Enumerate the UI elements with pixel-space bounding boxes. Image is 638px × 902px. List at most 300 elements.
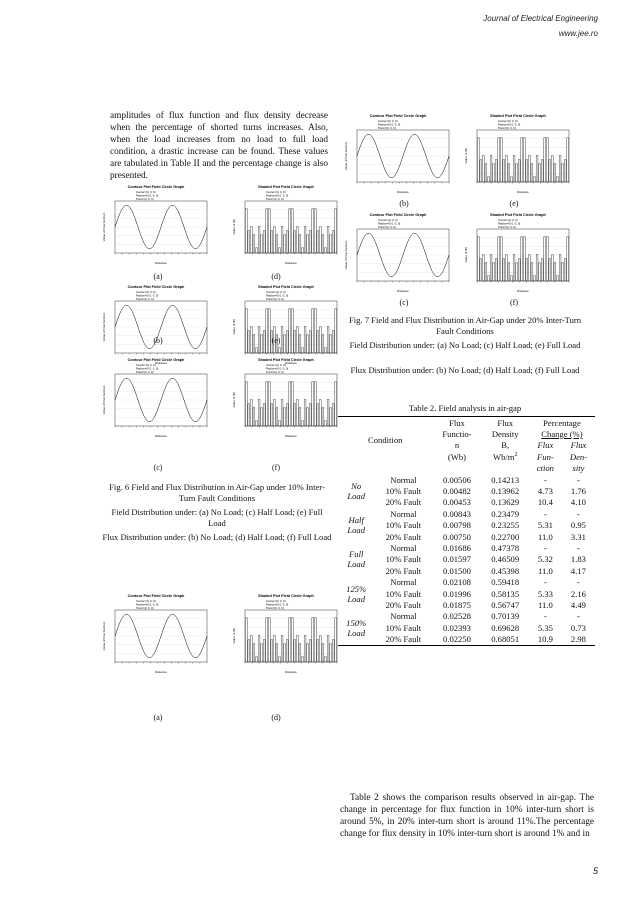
flux-density-bar (268, 618, 270, 662)
flux-density-bar (322, 408, 324, 426)
flux-density-bar (518, 160, 520, 182)
shaded-plot-svg (462, 112, 574, 196)
flux-density-bar (273, 635, 275, 662)
flux-density-bar (335, 209, 337, 253)
flux-density-bar (495, 259, 497, 281)
flux-density-bar (304, 399, 306, 426)
flux-density-bar (268, 382, 270, 426)
plot-legend-line: Point=(0, 0, 0) (136, 369, 154, 374)
x-axis-label: Distance (517, 190, 529, 194)
flux-density-bar (286, 640, 288, 662)
flux-density-bar (261, 235, 263, 253)
condition-line: Load (347, 559, 366, 570)
flux-density-bar (332, 404, 334, 426)
plot-legend-line: Radius=(0.0, 0, 0) (498, 221, 521, 226)
flux-density-bar (304, 226, 306, 253)
cell-pct-density: - (577, 542, 580, 553)
flux-density-bar (498, 138, 500, 182)
plot-legend-line: Point=(0, 0, 0) (266, 605, 284, 610)
flux-density-bar (314, 309, 316, 353)
cell-density: 0.23255 (491, 520, 520, 531)
flux-density-bar (554, 263, 556, 281)
fig7-flux-line: Flux Distribution under: (b) No Load; (d) Half Load; (f) Full Load (350, 365, 580, 375)
table-row (338, 542, 595, 553)
cell-flux: 0.01500 (443, 565, 471, 576)
flux-density-bar (317, 404, 319, 426)
journal-url[interactable]: www.jee.ro (558, 29, 598, 38)
flux-density-bar (513, 155, 515, 182)
flux-density-bar (549, 259, 551, 281)
flux-density-bar (322, 644, 324, 662)
flux-density-bar (281, 226, 283, 253)
flux-density-bar (477, 237, 479, 281)
cell-density: 0.59418 (491, 577, 520, 588)
plot-legend-line: Radius=(0.0, 0, 0) (266, 366, 289, 371)
plot-contour-fig8-a (100, 592, 212, 676)
cell-pct-density: 0.95 (570, 520, 586, 531)
flux-density-bar (526, 160, 528, 182)
flux-density-bar (516, 263, 518, 281)
plot-legend-line: Point=(0, 0, 0) (136, 196, 154, 201)
flux-density-bar (544, 237, 546, 281)
shaded-plot-svg (230, 356, 342, 440)
flux-density-bar (317, 640, 319, 662)
flux-density-bar (248, 331, 250, 353)
cell-case: Normal (390, 611, 417, 622)
plot-legend-line: Radius=(0.0, 0, 0) (266, 602, 289, 607)
cell-flux: 0.01875 (443, 599, 471, 610)
flux-density-bar (289, 209, 291, 253)
flux-density-bar (508, 164, 510, 182)
flux-density-bar (482, 155, 484, 182)
flux-density-bar (309, 404, 311, 426)
flux-density-bar (562, 263, 564, 281)
flux-density-bar (531, 164, 533, 182)
cell-case: 20% Fault (385, 634, 422, 645)
cell-pct-density: - (577, 508, 580, 519)
condition-line: 150% (346, 617, 367, 628)
label-fig6-f: (f) (272, 463, 280, 472)
flux-density-bar (332, 331, 334, 353)
flux-density-bar (261, 408, 263, 426)
flux-density-bar (296, 635, 298, 662)
flux-density-bar (286, 404, 288, 426)
flux-density-bar (268, 309, 270, 353)
label-fig7-b: (b) (399, 199, 409, 208)
flux-density-bar (549, 160, 551, 182)
flux-density-bar (312, 309, 314, 353)
flux-density-bar (291, 209, 293, 253)
flux-density-bar (322, 235, 324, 253)
label-fig7-c: (c) (399, 298, 409, 307)
cell-flux: 0.00750 (443, 531, 471, 542)
flux-density-bar (302, 657, 304, 662)
flux-density-bar (309, 231, 311, 253)
y-axis-label: Value of Flux function (102, 621, 106, 651)
flux-density-bar (319, 326, 321, 353)
flux-density-bar (271, 231, 273, 253)
flux-density-bar (317, 331, 319, 353)
flux-density-bar (564, 160, 566, 182)
cell-pct-density: 4.17 (570, 565, 586, 576)
table-row (338, 554, 595, 565)
flux-density-bar (551, 155, 553, 182)
cell-case: 20% Fault (385, 599, 422, 610)
plot-legend-line: Point=(0, 0, 0) (136, 605, 154, 610)
cell-condition (338, 474, 374, 508)
flux-density-bar (485, 164, 487, 182)
flux-density-bar (279, 248, 281, 253)
flux-density-bar (317, 231, 319, 253)
flux-density-bar (250, 326, 252, 353)
plot-legend-line: Center=(0, 0, 0) (378, 119, 398, 123)
th-flux-4: (Wb) (447, 451, 467, 462)
flux-density-bar (332, 231, 334, 253)
label-fig6-c: (c) (153, 463, 163, 472)
fig7-field-line: Field Distribution under: (a) No Load; (c) Half Load; (e) Full Load (349, 340, 581, 350)
contour-plot-svg (100, 183, 212, 267)
flux-density-bar (562, 164, 564, 182)
flux-density-bar (498, 237, 500, 281)
contour-plot-svg (100, 592, 212, 676)
cell-density: 0.22700 (491, 531, 520, 542)
flux-density-bar (505, 155, 507, 182)
right-discussion-paragraph: Table 2 shows the comparison results observed in air-gap. The change in percentage for flux function in 10% inter-turn short is around 5%, in 20% inter-turn short is around 11%.The percentage change for flux density in 10% inter-turn short is around 1% and in (340, 793, 594, 839)
plot-legend-line: Point=(0, 0, 0) (266, 369, 284, 374)
flux-density-bar (248, 404, 250, 426)
plot-legend-line: Center=(0, 0, 0) (266, 599, 286, 603)
flux-density-bar (557, 276, 559, 281)
cell-flux: 0.02250 (443, 634, 471, 645)
th-den-1: Flux (497, 417, 514, 428)
cell-case: Normal (390, 508, 417, 519)
flux-density-bar (253, 335, 255, 353)
y-axis-label: Value of Flux function (102, 385, 106, 415)
cell-flux: 0.01996 (443, 588, 471, 599)
flux-density-bar (521, 237, 523, 281)
plot-legend-line: Center=(0, 0, 0) (266, 363, 286, 367)
cell-pct-flux: 5.32 (537, 554, 553, 565)
cell-pct-flux: - (543, 474, 547, 485)
flux-density-bar (528, 155, 530, 182)
y-axis-label: Value of |B| (464, 247, 468, 263)
flux-density-bar (263, 231, 265, 253)
cell-density: 0.14213 (491, 474, 520, 485)
table-row (338, 599, 595, 610)
flux-density-bar (539, 263, 541, 281)
cell-density: 0.13962 (491, 486, 520, 497)
x-axis-label: Distance (397, 190, 409, 194)
flux-density-bar (279, 348, 281, 353)
flux-density-bar (554, 164, 556, 182)
plot-contour-fig6-a (100, 183, 212, 267)
flux-density-bar (335, 618, 337, 662)
plot-legend-line: Center=(0, 0, 0) (136, 599, 156, 603)
flux-density-bar (286, 231, 288, 253)
th-pd-2: Den- (569, 451, 588, 462)
cell-flux: 0.00843 (443, 508, 471, 519)
cell-pct-flux: 11.0 (538, 599, 553, 610)
cell-flux: 0.02528 (443, 611, 471, 622)
plot-legend-line: Radius=(0.0, 0, 0) (136, 602, 159, 607)
th-flux-3: n (454, 440, 460, 451)
contour-plot-svg (100, 356, 212, 440)
flux-density-bar (327, 326, 329, 353)
cell-pct-flux: - (543, 611, 547, 622)
cell-flux: 0.00506 (443, 474, 471, 485)
y-axis-label: Value of |B| (232, 392, 236, 408)
flux-density-bar (266, 382, 268, 426)
cell-density: 0.23479 (491, 508, 520, 519)
plot-title: Shaded Plot Field Circle Graph (258, 185, 314, 189)
flux-density-bar (523, 138, 525, 182)
flux-density-bar (256, 248, 258, 253)
flux-density-bar (281, 399, 283, 426)
flux-density-bar (485, 263, 487, 281)
plot-title: Contour Plot Field Circle Graph (127, 285, 185, 289)
cell-condition (338, 542, 374, 576)
cell-density: 0.47378 (491, 542, 520, 553)
plot-title: Contour Plot Field Circle Graph (369, 213, 427, 217)
cell-pct-density: 4.49 (570, 599, 586, 610)
flux-density-bar (296, 399, 298, 426)
cell-density: 0.46509 (491, 554, 520, 565)
flux-density-bar (539, 164, 541, 182)
plot-contour-fig6-c (100, 356, 212, 440)
flux-density-bar (268, 209, 270, 253)
contour-plot-svg (342, 211, 454, 295)
x-axis-label: Distance (285, 670, 297, 674)
condition-line: Load (347, 627, 366, 638)
flux-density-bar (541, 259, 543, 281)
flux-density-bar (557, 177, 559, 182)
flux-density-bar (291, 618, 293, 662)
flux-density-bar (511, 177, 513, 182)
condition-line: Load (347, 593, 366, 604)
flux-density-bar (488, 276, 490, 281)
cell-pct-density: - (577, 577, 580, 588)
flux-density-bar (325, 421, 327, 426)
flux-density-bar (302, 248, 304, 253)
flux-density-bar (536, 155, 538, 182)
condition-line: Half (348, 515, 364, 526)
flux-density-bar (330, 408, 332, 426)
cell-pct-flux: 5.31 (537, 520, 553, 531)
fig6-flux-line: Flux Distribution under: (b) No Load; (d) Half Load; (f) Full Load (102, 532, 332, 542)
flux-density-bar (289, 382, 291, 426)
flux-density-bar (245, 309, 247, 353)
flux-density-bar (256, 421, 258, 426)
plot-legend-line: Center=(0, 0, 0) (136, 290, 156, 294)
left-intro-paragraph: amplitudes of flux function and flux density decrease when the percentage of shorted turns increases. Also, when the load increases from no load to full load condition, a drastic increase can be found. These values are tabulated in Table II and the percentage change is also presented. (110, 111, 328, 181)
cell-condition (338, 508, 374, 542)
cell-case: 20% Fault (385, 497, 422, 508)
flux-density-bar (271, 404, 273, 426)
cell-density: 0.58135 (491, 588, 520, 599)
x-axis-label: Distance (285, 261, 297, 265)
plot-legend-line: Center=(0, 0, 0) (266, 190, 286, 194)
flux-density-bar (544, 138, 546, 182)
flux-density-bar (256, 657, 258, 662)
plot-shaded-fig7-f (462, 211, 574, 295)
cell-case: 10% Fault (385, 520, 422, 531)
flux-density-bar (248, 640, 250, 662)
flux-density-bar (490, 254, 492, 281)
cell-pct-density: 2.16 (570, 588, 586, 599)
flux-density-bar (325, 657, 327, 662)
cell-case: 10% Fault (385, 554, 422, 565)
x-axis-label: Distance (155, 434, 167, 438)
flux-density-bar (325, 348, 327, 353)
flux-density-bar (319, 226, 321, 253)
shaded-plot-svg (462, 211, 574, 295)
flux-density-bar (245, 618, 247, 662)
cell-pct-flux: 4.73 (537, 486, 553, 497)
cell-pct-flux: 5.35 (537, 622, 553, 633)
th-den-3: B, (501, 440, 510, 451)
plot-shaded-fig6-e (230, 283, 342, 367)
cell-pct-flux: 10.4 (537, 497, 553, 508)
flux-density-bar (276, 408, 278, 426)
y-axis-label: Value of |B| (464, 148, 468, 164)
cell-case: 10% Fault (385, 588, 422, 599)
cell-density: 0.68051 (491, 634, 520, 645)
flux-density-bar (477, 138, 479, 182)
flux-density-bar (480, 259, 482, 281)
plot-legend-line: Point=(0, 0, 0) (378, 224, 396, 229)
flux-density-bar (302, 348, 304, 353)
th-flux-2: Functio- (442, 429, 472, 440)
flux-density-bar (314, 382, 316, 426)
table-row (338, 622, 595, 633)
flux-density-bar (276, 644, 278, 662)
plot-legend-line: Center=(0, 0, 0) (378, 218, 398, 222)
flux-density-bar (304, 635, 306, 662)
plot-legend-line: Radius=(0.0, 0, 0) (266, 293, 289, 298)
flux-density-bar (296, 226, 298, 253)
y-axis-label: Value of |B| (232, 219, 236, 235)
plot-legend-line: Center=(0, 0, 0) (498, 218, 518, 222)
flux-density-bar (312, 209, 314, 253)
cell-pct-density: 1.76 (570, 486, 586, 497)
y-axis-label: Value of Flux function (102, 312, 106, 342)
condition-line: Full (349, 549, 364, 560)
x-axis-label: Distance (397, 289, 409, 293)
cell-density: 0.45398 (491, 565, 520, 576)
condition-line: Load (347, 525, 366, 536)
cell-pct-density: 4.10 (570, 497, 586, 508)
plot-title: Contour Plot Field Circle Graph (369, 114, 427, 118)
plot-legend-line: Point=(0, 0, 0) (378, 125, 396, 130)
cell-flux: 0.00453 (443, 497, 471, 508)
flux-density-bar (312, 382, 314, 426)
th-flux-1: Flux (449, 417, 465, 428)
flux-density-bar (302, 421, 304, 426)
cell-flux: 0.02393 (443, 622, 471, 633)
cell-pct-density: 0.73 (570, 622, 586, 633)
th-pct-1: Percentage (543, 417, 581, 428)
flux-density-bar (335, 382, 337, 426)
table-row (338, 576, 595, 587)
flux-density-bar (534, 177, 536, 182)
plot-title: Shaded Plot Field Circle Graph (258, 285, 314, 289)
flux-density-bar (258, 226, 260, 253)
flux-density-bar (294, 404, 296, 426)
flux-density-bar (294, 231, 296, 253)
flux-density-bar (253, 644, 255, 662)
th-pf-1: Flux (537, 440, 554, 451)
condition-line: 125% (346, 583, 367, 594)
flux-density-bar (261, 644, 263, 662)
flux-density-bar (534, 276, 536, 281)
cell-density: 0.70139 (491, 611, 520, 622)
flux-density-bar (546, 138, 548, 182)
x-axis-label: Distance (285, 361, 297, 365)
flux-density-bar (335, 309, 337, 353)
flux-density-bar (319, 635, 321, 662)
flux-density-bar (276, 235, 278, 253)
flux-density-bar (245, 382, 247, 426)
fig6-caption: Fig. 6 Field and Flux Distribution in Air-Gap under 10% Inter-Turn Fault Conditions (109, 482, 325, 503)
flux-density-bar (518, 259, 520, 281)
flux-density-bar (482, 254, 484, 281)
flux-density-bar (289, 618, 291, 662)
th-den-4-text: Wb/m (492, 451, 515, 462)
shaded-plot-svg (230, 283, 342, 367)
flux-density-bar (528, 254, 530, 281)
flux-density-bar (314, 618, 316, 662)
flux-density-bar (253, 408, 255, 426)
flux-density-bar (322, 335, 324, 353)
th-pd-1: Flux (570, 440, 587, 451)
table-row (338, 485, 595, 496)
label-fig8-a: (a) (153, 713, 163, 722)
flux-density-bar (325, 248, 327, 253)
plot-title: Shaded Plot Field Circle Graph (258, 358, 314, 362)
plot-title: Shaded Plot Field Circle Graph (490, 213, 546, 217)
plot-contour-fig7-c (342, 211, 454, 295)
table2-title: Table 2. Field analysis in air-gap (408, 403, 522, 413)
th-pct-2: Change (%) (541, 429, 583, 440)
flux-density-bar (327, 635, 329, 662)
cell-density: 0.13629 (491, 497, 520, 508)
flux-density-bar (488, 177, 490, 182)
flux-density-bar (266, 309, 268, 353)
x-axis-label: Distance (155, 361, 167, 365)
flux-density-bar (531, 263, 533, 281)
flux-density-bar (245, 209, 247, 253)
th-den-2: Density (491, 429, 519, 440)
flux-density-bar (281, 635, 283, 662)
cell-flux: 0.01686 (443, 542, 471, 553)
cell-flux: 0.02108 (443, 577, 471, 588)
fig7-caption: Fig. 7 Field and Flux Distribution in Air-Gap under 20% Inter-Turn Fault Conditions (348, 315, 582, 336)
plot-legend-line: Point=(0, 0, 0) (266, 196, 284, 201)
flux-density-bar (327, 399, 329, 426)
x-axis-label: Distance (517, 289, 529, 293)
cell-pct-flux: 11.0 (538, 565, 553, 576)
th-pd-3: sity (572, 463, 585, 474)
flux-density-bar (299, 235, 301, 253)
cell-density: 0.69628 (491, 622, 520, 633)
flux-density-bar (284, 408, 286, 426)
plot-legend-line: Point=(0, 0, 0) (136, 296, 154, 301)
flux-density-bar (299, 644, 301, 662)
flux-density-bar (330, 644, 332, 662)
plot-legend-line: Center=(0, 0, 0) (136, 190, 156, 194)
flux-density-bar (513, 254, 515, 281)
cell-case: Normal (390, 474, 417, 485)
